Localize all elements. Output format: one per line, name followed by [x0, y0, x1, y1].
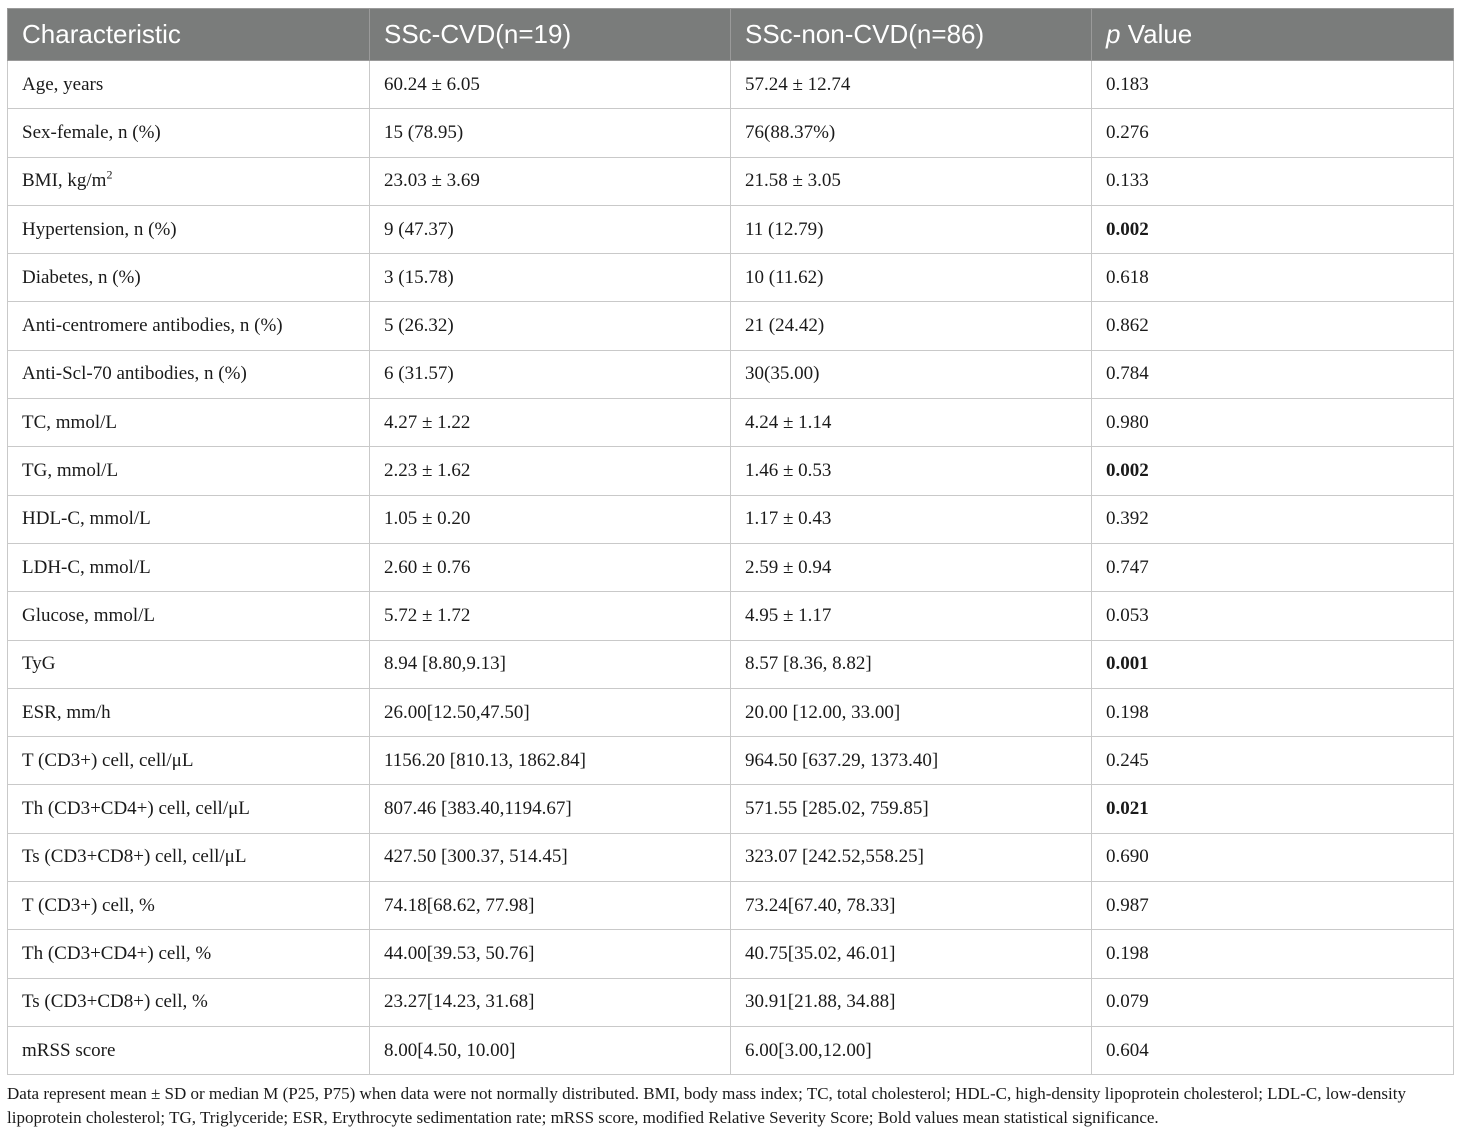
table-row: [8, 882, 1454, 930]
cell-characteristic-text: TC, mmol/L: [22, 411, 117, 433]
cell-ssc-non-cvd-text: 20.00 [12.00, 33.00]: [745, 701, 901, 723]
cell-p-value-text: 0.862: [1106, 315, 1149, 337]
cell-ssc-cvd: [370, 61, 731, 109]
cell-ssc-non-cvd-text: 571.55 [285.02, 759.85]: [745, 798, 929, 820]
table-row: [8, 543, 1454, 591]
cell-ssc-non-cvd-text: 21.58 ± 3.05: [745, 170, 841, 192]
cell-p-value: [1092, 978, 1454, 1026]
cell-ssc-non-cvd-text: 8.57 [8.36, 8.82]: [745, 653, 872, 675]
table-row: [8, 447, 1454, 495]
cell-ssc-cvd: [370, 688, 731, 736]
table-row: [8, 785, 1454, 833]
cell-ssc-cvd-text: 8.94 [8.80,9.13]: [384, 653, 506, 675]
cell-characteristic: [8, 785, 370, 833]
cell-ssc-cvd-text: 23.03 ± 3.69: [384, 170, 480, 192]
header-p-value: [1092, 9, 1454, 61]
cell-p-value-text: 0.183: [1106, 73, 1149, 95]
cell-ssc-non-cvd-text: 6.00[3.00,12.00]: [745, 1039, 872, 1061]
cell-ssc-cvd-text: 44.00[39.53, 50.76]: [384, 942, 535, 964]
cell-characteristic: [8, 882, 370, 930]
cell-ssc-non-cvd: [731, 737, 1092, 785]
cell-ssc-non-cvd: [731, 882, 1092, 930]
cell-characteristic-text: Ts (CD3+CD8+) cell, %: [22, 991, 208, 1013]
table-row: [8, 350, 1454, 398]
header-ssc-cvd: SSc-CVD(n=19): [370, 9, 731, 61]
cell-ssc-non-cvd: [731, 399, 1092, 447]
cell-p-value: [1092, 543, 1454, 591]
table-row: [8, 157, 1454, 205]
cell-characteristic: [8, 495, 370, 543]
cell-ssc-non-cvd: [731, 350, 1092, 398]
cell-ssc-cvd: [370, 399, 731, 447]
cell-p-value-text: 0.245: [1106, 749, 1149, 771]
cell-ssc-cvd: [370, 302, 731, 350]
cell-p-value-text: 0.392: [1106, 508, 1149, 530]
cell-p-value-text: 0.987: [1106, 894, 1149, 916]
cell-p-value-text: 0.980: [1106, 411, 1149, 433]
cell-ssc-cvd: [370, 640, 731, 688]
cell-ssc-non-cvd-text: 73.24[67.40, 78.33]: [745, 894, 896, 916]
cell-characteristic: [8, 1026, 370, 1074]
table-row: [8, 1026, 1454, 1074]
table-row: [8, 688, 1454, 736]
table-row: [8, 109, 1454, 157]
cell-p-value: [1092, 350, 1454, 398]
cell-ssc-non-cvd-text: 76(88.37%): [745, 121, 836, 143]
cell-ssc-cvd: [370, 254, 731, 302]
cell-ssc-cvd-text: 1156.20 [810.13, 1862.84]: [384, 749, 586, 771]
cell-p-value: [1092, 737, 1454, 785]
cell-ssc-cvd-text: 1.05 ± 0.20: [384, 508, 471, 530]
cell-ssc-cvd: [370, 978, 731, 1026]
cell-ssc-non-cvd: [731, 205, 1092, 253]
cell-ssc-non-cvd: [731, 302, 1092, 350]
cell-ssc-non-cvd-text: 964.50 [637.29, 1373.40]: [745, 749, 939, 771]
cell-ssc-cvd-text: 15 (78.95): [384, 121, 464, 143]
cell-ssc-non-cvd: [731, 833, 1092, 881]
cell-ssc-non-cvd: [731, 1026, 1092, 1074]
cell-ssc-non-cvd-text: 4.95 ± 1.17: [745, 604, 832, 626]
cell-ssc-non-cvd-text: 30(35.00): [745, 363, 820, 385]
cell-characteristic: [8, 447, 370, 495]
cell-ssc-non-cvd-text: 4.24 ± 1.14: [745, 411, 832, 433]
cell-ssc-non-cvd: [731, 688, 1092, 736]
header-characteristic: Characteristic: [8, 9, 370, 61]
cell-characteristic-text: Th (CD3+CD4+) cell, %: [22, 942, 212, 964]
cell-p-value: [1092, 61, 1454, 109]
cell-ssc-cvd-text: 427.50 [300.37, 514.45]: [384, 846, 568, 868]
header-ssc-non-cvd: SSc-non-CVD(n=86): [731, 9, 1092, 61]
cell-p-value: [1092, 109, 1454, 157]
cell-ssc-cvd-text: 5.72 ± 1.72: [384, 604, 471, 626]
characteristics-table: [7, 8, 1454, 1075]
cell-p-value-text: 0.618: [1106, 266, 1149, 288]
cell-p-value: [1092, 157, 1454, 205]
cell-characteristic: [8, 833, 370, 881]
cell-ssc-non-cvd-text: 1.46 ± 0.53: [745, 460, 832, 482]
cell-characteristic: [8, 737, 370, 785]
cell-ssc-cvd: [370, 592, 731, 640]
cell-p-value: [1092, 254, 1454, 302]
cell-ssc-non-cvd-text: 10 (11.62): [745, 266, 824, 288]
cell-characteristic-text: mRSS score: [22, 1039, 116, 1061]
cell-ssc-non-cvd-text: 1.17 ± 0.43: [745, 508, 832, 530]
cell-characteristic-text: T (CD3+) cell, %: [22, 894, 155, 916]
cell-ssc-non-cvd-text: 21 (24.42): [745, 315, 825, 337]
cell-ssc-cvd-text: 4.27 ± 1.22: [384, 411, 471, 433]
cell-ssc-cvd: [370, 350, 731, 398]
cell-p-value: [1092, 882, 1454, 930]
cell-p-value-text: 0.002: [1106, 460, 1149, 482]
cell-characteristic-text: Anti-Scl-70 antibodies, n (%): [22, 363, 247, 385]
cell-ssc-cvd: [370, 1026, 731, 1074]
cell-characteristic-text: LDH-C, mmol/L: [22, 556, 151, 578]
table-row: [8, 978, 1454, 1026]
cell-characteristic-text: HDL-C, mmol/L: [22, 508, 151, 530]
cell-p-value: [1092, 447, 1454, 495]
cell-p-value-text: 0.002: [1106, 218, 1149, 240]
cell-ssc-non-cvd-text: 2.59 ± 0.94: [745, 556, 832, 578]
header-row: [8, 9, 1454, 61]
table-header: [8, 9, 1454, 61]
cell-characteristic-text: Th (CD3+CD4+) cell, cell/μL: [22, 798, 250, 820]
cell-characteristic-text: Sex-female, n (%): [22, 121, 161, 143]
cell-p-value-text: 0.604: [1106, 1039, 1149, 1061]
cell-p-value-text: 0.276: [1106, 121, 1149, 143]
cell-ssc-non-cvd: [731, 930, 1092, 978]
cell-p-value: [1092, 1026, 1454, 1074]
table-body: [8, 61, 1454, 1075]
cell-ssc-non-cvd: [731, 592, 1092, 640]
cell-p-value: [1092, 785, 1454, 833]
cell-p-value: [1092, 399, 1454, 447]
cell-characteristic-text: Glucose, mmol/L: [22, 604, 155, 626]
cell-characteristic: [8, 350, 370, 398]
cell-ssc-non-cvd-text: 40.75[35.02, 46.01]: [745, 942, 896, 964]
table-row: [8, 61, 1454, 109]
cell-p-value: [1092, 495, 1454, 543]
cell-characteristic-text: Hypertension, n (%): [22, 218, 177, 240]
cell-ssc-cvd-text: 3 (15.78): [384, 266, 454, 288]
cell-ssc-cvd: [370, 785, 731, 833]
cell-p-value-text: 0.747: [1106, 556, 1149, 578]
table-row: [8, 495, 1454, 543]
cell-p-value: [1092, 833, 1454, 881]
cell-ssc-cvd-text: 6 (31.57): [384, 363, 454, 385]
cell-ssc-cvd-text: 9 (47.37): [384, 218, 454, 240]
cell-p-value-text: 0.021: [1106, 798, 1149, 820]
table-row: [8, 930, 1454, 978]
cell-p-value-text: 0.198: [1106, 701, 1149, 723]
cell-characteristic: [8, 592, 370, 640]
cell-characteristic: [8, 254, 370, 302]
cell-characteristic: [8, 109, 370, 157]
cell-characteristic: [8, 978, 370, 1026]
table-row: [8, 205, 1454, 253]
cell-ssc-cvd: [370, 882, 731, 930]
cell-ssc-non-cvd: [731, 495, 1092, 543]
cell-characteristic-text: Diabetes, n (%): [22, 266, 141, 288]
cell-ssc-non-cvd: [731, 109, 1092, 157]
cell-characteristic-text: T (CD3+) cell, cell/μL: [22, 749, 194, 771]
table-row: [8, 737, 1454, 785]
table-footnote: Data represent mean ± SD or median M (P25, P75) when data were not normally distributed. BMI, body mass index; TC, total cholesterol; HDL-C, high-density lipoprotein cholesterol; LDL-C, low-density lipoprotein cholesterol; TG, Triglyceride; ESR, Erythrocyte sedimentation rate; mRSS score, modified Relative Severity Score; Bold values mean statistical significance.: [7, 1084, 1406, 1127]
cell-ssc-non-cvd: [731, 447, 1092, 495]
cell-ssc-non-cvd-text: 30.91[21.88, 34.88]: [745, 991, 896, 1013]
cell-ssc-cvd: [370, 157, 731, 205]
cell-ssc-cvd-text: 60.24 ± 6.05: [384, 73, 480, 95]
cell-ssc-cvd-text: 2.60 ± 0.76: [384, 556, 471, 578]
cell-p-value: [1092, 302, 1454, 350]
table-row: [8, 254, 1454, 302]
cell-characteristic: [8, 157, 370, 205]
cell-characteristic-text: BMI, kg/m: [22, 170, 107, 192]
cell-p-value: [1092, 688, 1454, 736]
table-row: [8, 399, 1454, 447]
cell-ssc-non-cvd: [731, 785, 1092, 833]
cell-p-value: [1092, 640, 1454, 688]
cell-ssc-cvd: [370, 543, 731, 591]
cell-ssc-non-cvd-text: 57.24 ± 12.74: [745, 73, 851, 95]
cell-characteristic: [8, 930, 370, 978]
cell-ssc-non-cvd: [731, 61, 1092, 109]
cell-ssc-non-cvd-text: 323.07 [242.52,558.25]: [745, 846, 924, 868]
cell-ssc-cvd: [370, 109, 731, 157]
cell-ssc-cvd: [370, 930, 731, 978]
cell-superscript: 2: [106, 167, 113, 182]
characteristics-table-container: [7, 8, 1453, 1075]
table-row: [8, 592, 1454, 640]
cell-characteristic: [8, 205, 370, 253]
header-value-word: Value: [1120, 19, 1193, 49]
cell-ssc-cvd-text: 8.00[4.50, 10.00]: [384, 1039, 516, 1061]
cell-p-value-text: 0.784: [1106, 363, 1149, 385]
cell-ssc-non-cvd: [731, 978, 1092, 1026]
cell-ssc-cvd-text: 23.27[14.23, 31.68]: [384, 991, 535, 1013]
cell-characteristic: [8, 399, 370, 447]
cell-ssc-cvd: [370, 737, 731, 785]
cell-characteristic-text: Ts (CD3+CD8+) cell, cell/μL: [22, 846, 247, 868]
cell-characteristic: [8, 543, 370, 591]
table-row: [8, 833, 1454, 881]
cell-ssc-cvd: [370, 495, 731, 543]
cell-characteristic-text: TG, mmol/L: [22, 460, 119, 482]
cell-ssc-cvd: [370, 447, 731, 495]
cell-ssc-cvd-text: 5 (26.32): [384, 315, 454, 337]
cell-characteristic: [8, 688, 370, 736]
cell-ssc-non-cvd: [731, 157, 1092, 205]
cell-ssc-non-cvd: [731, 640, 1092, 688]
cell-ssc-non-cvd: [731, 543, 1092, 591]
cell-characteristic: [8, 640, 370, 688]
cell-p-value-text: 0.053: [1106, 604, 1149, 626]
cell-p-value: [1092, 205, 1454, 253]
cell-characteristic-text: ESR, mm/h: [22, 701, 111, 723]
header-p-letter: p: [1106, 19, 1121, 49]
cell-p-value-text: 0.198: [1106, 942, 1149, 964]
cell-p-value-text: 0.690: [1106, 846, 1149, 868]
cell-ssc-cvd: [370, 833, 731, 881]
cell-ssc-cvd-text: 2.23 ± 1.62: [384, 460, 471, 482]
cell-characteristic-text: Anti-centromere antibodies, n (%): [22, 315, 283, 337]
cell-ssc-cvd: [370, 205, 731, 253]
cell-characteristic-text: TyG: [22, 653, 56, 675]
cell-p-value: [1092, 930, 1454, 978]
cell-p-value-text: 0.001: [1106, 653, 1149, 675]
cell-p-value-text: 0.079: [1106, 991, 1149, 1013]
cell-p-value-text: 0.133: [1106, 170, 1149, 192]
cell-ssc-cvd-text: 26.00[12.50,47.50]: [384, 701, 530, 723]
cell-ssc-cvd-text: 74.18[68.62, 77.98]: [384, 894, 535, 916]
cell-characteristic: [8, 302, 370, 350]
cell-characteristic: [8, 61, 370, 109]
table-row: [8, 640, 1454, 688]
table-row: [8, 302, 1454, 350]
cell-p-value: [1092, 592, 1454, 640]
cell-ssc-non-cvd-text: 11 (12.79): [745, 218, 824, 240]
cell-characteristic-text: Age, years: [22, 73, 104, 95]
cell-ssc-cvd-text: 807.46 [383.40,1194.67]: [384, 798, 572, 820]
cell-ssc-non-cvd: [731, 254, 1092, 302]
